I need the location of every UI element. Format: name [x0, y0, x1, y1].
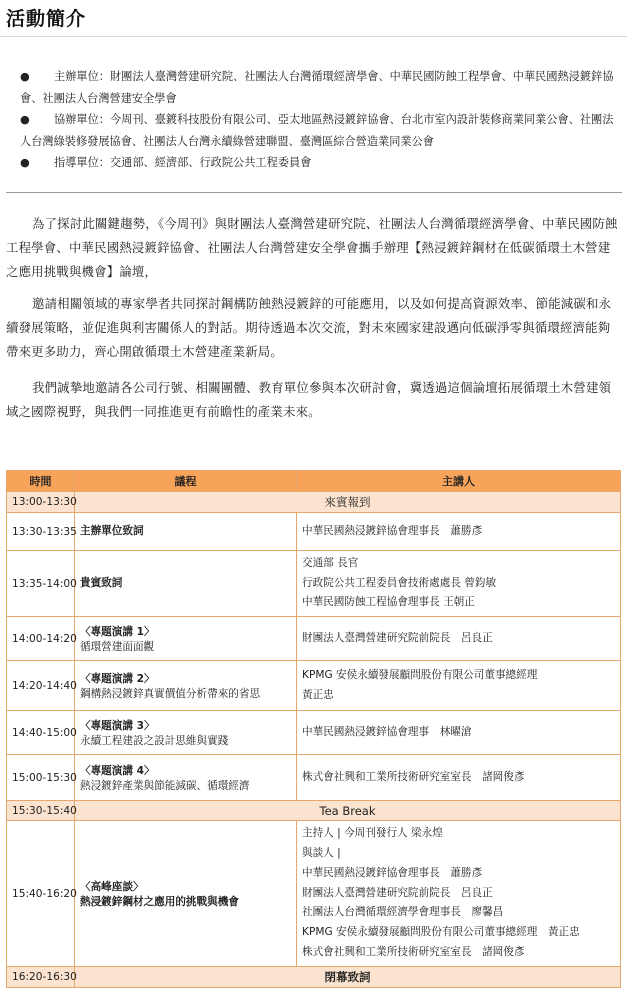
schedule-table: [6, 470, 621, 988]
speaker-cell: [297, 513, 621, 551]
program-cell: [75, 661, 297, 711]
table-row: [7, 967, 621, 988]
header-program: 議程: [75, 471, 297, 492]
table-row: [7, 821, 621, 967]
time-cell: 15:30-15:40: [7, 801, 75, 821]
speaker-line: 財團法人臺灣營建研究院前院長 呂良正: [302, 631, 493, 644]
speaker-line: 交通部 長官: [302, 556, 359, 569]
tea-break-cell: Tea Break: [75, 801, 621, 821]
co-organizer-text: 協辦單位：今周刊、臺鍍科技股份有限公司、亞太地區熱浸鍍鋅協會、台北市室內設計裝修商業同業公會、社團法人台灣綠裝修發展協會、社團法人台灣永續綠營建聯盟、臺灣區綜合營造業同業公會: [20, 113, 614, 148]
title-divider: [0, 36, 627, 37]
time-cell: 13:00-13:30: [7, 492, 75, 513]
speaker-line: 中華民國防蝕工程協會理事長 王朝正: [302, 596, 475, 609]
advisor-text: 指導單位：交通部、經濟部、行政院公共工程委員會: [54, 156, 312, 169]
list-item: [6, 66, 614, 109]
table-row: [7, 711, 621, 755]
panelist-line: 中華民國熱浸鍍鋅協會理事長 蕭勝彥: [302, 866, 483, 879]
bullet-icon: ●: [20, 113, 30, 126]
header-speaker: 主講人: [297, 471, 621, 492]
speaker-cell: [297, 617, 621, 661]
program-label: 〈高峰座談〉: [80, 880, 144, 893]
list-item: [6, 109, 614, 152]
program-line: 貴賓致詞: [80, 576, 123, 589]
program-title: 鋼構熱浸鍍鋅真實價值分析帶來的省思: [80, 687, 261, 700]
closing-paragraph: 我們誠摯地邀請各公司行號、相關團體、教育單位參與本次研討會，冀透過這個論壇拓展循環土木營建領域之國際視野，與我們一同推進更有前瞻性的產業未來。: [6, 380, 612, 419]
time-cell: 13:35-14:00: [7, 551, 75, 617]
speaker-line: KPMG 安侯永續發展顧問股份有限公司董事總經理: [302, 668, 538, 681]
table-row: [7, 513, 621, 551]
program-cell: [75, 755, 297, 801]
closing-remarks-cell: 閉幕致詞: [75, 967, 621, 988]
program-cell: [75, 821, 297, 967]
speaker-line: 中華民國熱浸鍍鋅協會理事 林曜滄: [302, 725, 472, 738]
panelist-heading: 與談人 |: [302, 847, 341, 859]
program-title: 永續工程建設之設計思維與實踐: [80, 734, 229, 747]
time-cell: 13:30-13:35: [7, 513, 75, 551]
panelist-line: KPMG 安侯永續發展顧問股份有限公司董事總經理 黃正忠: [302, 926, 580, 939]
program-label: 〈專題演講 4〉: [80, 764, 155, 777]
speaker-cell: [297, 661, 621, 711]
speaker-line: 中華民國熱浸鍍鋅協會理事長 蕭勝彥: [302, 524, 483, 537]
speaker-line: 行政院公共工程委員會技術處處長 曾鈞敏: [302, 576, 497, 589]
program-cell: [75, 711, 297, 755]
time-cell: 14:00-14:20: [7, 617, 75, 661]
program-cell: [75, 617, 297, 661]
time-cell: 15:00-15:30: [7, 755, 75, 801]
bullet-icon: ●: [20, 156, 30, 169]
speaker-line: 株式會社興和工業所技術研究室室長 諸岡俊彥: [302, 770, 525, 783]
panelist-line: 財團法人臺灣營建研究院前院長 呂良正: [302, 886, 493, 899]
header-time: 時間: [7, 471, 75, 492]
speaker-line: 黃正忠: [302, 688, 334, 701]
organizer-text: 主辦單位：財團法人臺灣營建研究院、社團法人台灣循環經濟學會、中華民國防蝕工程學會、中華民國熱浸鍍鋅協會、社團法人台灣營建安全學會: [20, 70, 614, 105]
program-cell: [75, 551, 297, 617]
table-row: [7, 801, 621, 821]
program-label: 〈專題演講 2〉: [80, 672, 155, 685]
organizer-list: [6, 66, 614, 174]
speaker-cell: [297, 755, 621, 801]
bullet-icon: ●: [20, 70, 30, 83]
table-row: [7, 661, 621, 711]
program-cell: [75, 513, 297, 551]
moderator-line: 主持人 | 今周刊發行人 梁永煌: [302, 827, 443, 840]
program-label: 〈專題演講 3〉: [80, 719, 155, 732]
program-title: 循環營建面面觀: [80, 640, 155, 653]
table-row: [7, 551, 621, 617]
table-row: [7, 755, 621, 801]
section-divider: [6, 192, 622, 193]
page-title: 活動簡介: [6, 8, 87, 30]
time-cell: 15:40-16:20: [7, 821, 75, 967]
time-cell: 16:20-16:30: [7, 967, 75, 988]
program-label: 〈專題演講 1〉: [80, 625, 155, 638]
program-line: 主辦單位致詞: [80, 524, 144, 537]
speaker-cell: [297, 551, 621, 617]
registration-cell: 來賓報到: [75, 492, 621, 513]
speaker-cell: [297, 711, 621, 755]
program-title: 熱浸鍍鋅鋼材之應用的挑戰與機會: [80, 895, 239, 908]
program-title: 熱浸鍍鋅產業與節能減碳、循環經濟: [80, 779, 250, 792]
speaker-cell: [297, 821, 621, 967]
invite-paragraph: 邀請相關領域的專家學者共同探討鋼構防蝕熱浸鍍鋅的可能應用，以及如何提高資源效率、節能減碳和永續發展策略，並促進與利害關係人的對話。期待透過本次交流，對未來國家建設邁向低碳淨零與循環經濟能夠帶來更多助力，齊心開啟循環土木營建產業新局。: [6, 296, 612, 359]
time-cell: 14:20-14:40: [7, 661, 75, 711]
panelist-line: 株式會社興和工業所技術研究室室長 諸岡俊彥: [302, 945, 525, 958]
table-row: [7, 617, 621, 661]
time-cell: 14:40-15:00: [7, 711, 75, 755]
table-row: [7, 492, 621, 513]
list-item: [6, 152, 614, 174]
table-header-row: [7, 471, 621, 492]
panelist-line: 社團法人台灣循環經濟學會理事長 廖馨昌: [302, 906, 504, 919]
intro-paragraph: 為了探討此關鍵趨勢，《今周刊》與財團法人臺灣營建研究院、社團法人台灣循環經濟學會、中華民國防蝕工程學會、中華民國熱浸鍍鋅協會、社團法人台灣營建安全學會攜手辦理【熱浸鍍鋅鋼材在低碳循環土木營建之應用挑戰與機會】論壇，: [6, 216, 618, 279]
